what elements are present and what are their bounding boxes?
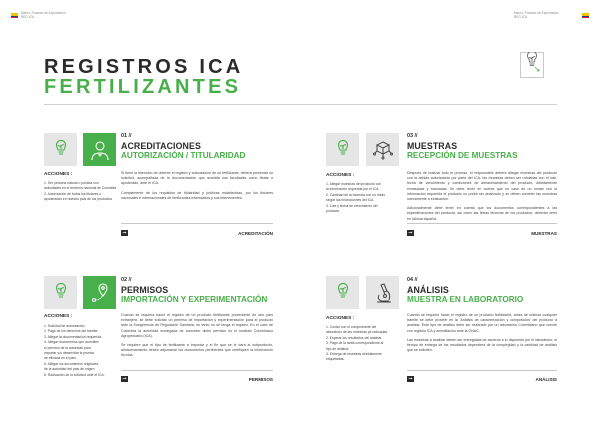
list-item: 4. Allegar documentos que acrediten xyxy=(44,340,100,345)
section-4-title: ANÁLISIS xyxy=(407,285,449,295)
list-item: 1. Allegar muestras del producto con xyxy=(326,182,382,186)
section-4-footer-line xyxy=(407,370,557,371)
location-pin-icon xyxy=(90,282,110,304)
body-paragraph: Cuando se requiere hacer el registro de un producto fertilizante, antes de realizar cualquier trámite se debe proveer en la 'Análisis de caracterización y composición' del producto a analizar. Este tipo de análisis debe ser realizado por un laboratorio Colombiano que cuente con registro ICA y acreditación ante la ONAC. xyxy=(407,313,557,333)
header-left-line2: REG ICA xyxy=(21,15,35,19)
list-item: tipo de análisis. xyxy=(326,346,350,351)
list-item: de eficacia en el país. xyxy=(44,356,77,361)
section-3-link[interactable]: MUESTRAS xyxy=(531,231,557,236)
section-1-icon-box xyxy=(44,133,77,166)
section-3-icon-box xyxy=(326,133,359,166)
list-item: 1. Ser persona natural o jurídica con xyxy=(44,181,99,185)
list-item: producto. xyxy=(326,209,341,214)
section-2-footer-line xyxy=(121,370,273,371)
section-2-acciones-label: ACCIONES : xyxy=(44,314,73,319)
list-item: 2. Autorización de todos los titulares o xyxy=(44,191,102,196)
body-paragraph: Si tiene la intención de obtener el registro y autorización de un fertilizante, deberá presentar su solicitud, acompañada de la documentación que acredita sus facultades como titular o apoderado, ante el ICA. xyxy=(121,171,273,186)
plant-bulb-icon xyxy=(333,282,353,304)
section-2-body xyxy=(121,313,273,363)
section-4-acciones-list xyxy=(326,325,388,363)
list-item: 1. Contar con el comprobante del xyxy=(326,325,377,329)
list-item: importar y/o desarrollar la prueba xyxy=(44,351,94,356)
section-3-number: 03 // xyxy=(407,133,418,139)
section-3-subtitle: RECEPCIÓN DE MUESTRAS xyxy=(407,151,518,160)
plant-bulb-icon xyxy=(51,282,71,304)
list-item: 3. Allegar la documentación requerida. xyxy=(44,334,102,339)
list-item: 5. Allegar los documentos originales xyxy=(44,361,99,366)
header-right-line2: REG ICA xyxy=(514,15,528,19)
plant-bulb-icon xyxy=(520,52,544,78)
page-subtitle: FERTILIZANTES xyxy=(44,76,242,98)
colombia-flag-icon xyxy=(11,13,18,18)
section-1-link[interactable]: ACREDITACIÓN xyxy=(238,231,273,236)
plant-bulb-icon xyxy=(51,139,71,161)
section-1-number: 01 // xyxy=(121,133,132,139)
section-2-acciones-list xyxy=(44,324,105,378)
list-item: 3. Pago de la tarifa correspondiente al xyxy=(326,341,384,346)
header-right xyxy=(514,11,558,19)
section-1-body xyxy=(121,171,273,205)
list-item: 2. Cantidad de la muestra con su rótulo xyxy=(326,192,386,197)
body-paragraph: Las muestras a analizar deben ser entregadas de acuerdo a lo dispuesto por el laboratorio; el tiempo de entrega de los resultados dependerá de la complejidad y la cantidad de análisis que se soliciten. xyxy=(407,337,557,353)
list-item: 3. Lote y fecha de vencimiento del xyxy=(326,203,378,208)
list-item: de la autoridad del país de origen. xyxy=(44,367,96,372)
section-3-acciones-label: ACCIONES : xyxy=(326,173,355,178)
list-item: 6. Radicación de la solicitud ante el ICA. xyxy=(44,372,105,377)
list-item: 2. Pago de los derechos del trámite. xyxy=(44,329,99,334)
section-3-box-box xyxy=(366,133,399,166)
section-2-subtitle: IMPORTACIÓN Y EXPERIMENTACIÓN xyxy=(121,295,268,304)
section-3-acciones-list xyxy=(326,182,385,214)
list-item: laboratorio de las muestras ya radicadas. xyxy=(326,330,389,335)
person-icon xyxy=(90,139,110,161)
list-item: actividades en el territorio nacional de Colombia xyxy=(44,186,117,191)
arrow-right-icon[interactable]: ➞ xyxy=(122,230,127,236)
list-item: 4. Entrega de muestras debidamente xyxy=(326,352,382,357)
section-2-number: 02 // xyxy=(121,277,132,283)
arrow-right-icon[interactable]: ➞ xyxy=(408,230,413,236)
header-right-line1: Marco, Proceso de Exportación xyxy=(514,11,559,15)
list-item: 2. Esperar los resultados del análisis. xyxy=(326,335,383,340)
box-network-icon xyxy=(373,139,393,161)
section-1-acciones-label: ACCIONES : xyxy=(44,172,73,177)
section-4-microscope-box xyxy=(366,276,399,309)
list-item: apoderados en nuestro país de los productos xyxy=(44,197,113,202)
section-4-link[interactable]: ANÁLISIS xyxy=(535,377,557,382)
page-title: REGISTROS ICA xyxy=(44,56,244,78)
section-4-subtitle: MUESTRA EN LABORATORIO xyxy=(407,295,524,304)
microscope-icon xyxy=(373,282,393,304)
body-paragraph: Cuando se requiera hacer el registro de un producto fertilizante proveniente de otro país extranjero, se debe solicitar un permiso de importación y experimentación para el producto ante la Subgerencia de Regulación Sanitaria, en tanto no se tenga el registro. En el caso de Colombia la autoridad encargada de conceder dicho permiso es el Instituto Colombiano Agropecuario (ICA). xyxy=(121,313,273,338)
section-4-icon-box xyxy=(326,276,359,309)
section-1-footer-line xyxy=(121,223,273,224)
section-4-number: 04 // xyxy=(407,277,418,283)
section-2-icon-box xyxy=(44,276,77,309)
body-paragraph: Adicionalmente debe tener en cuenta que los documentos correspondientes a las especificaciones del producto, así como las fichas técnicas de los productos, deberán venir en idioma español. xyxy=(407,206,557,221)
section-3-footer-line xyxy=(407,223,557,224)
body-paragraph: Complemente de los requisitos de titularidad y juridicas establecidas, por los titulares nacionales e internacionales de fertilizantes interesados y sus intervinientes. xyxy=(121,190,273,200)
arrow-right-icon[interactable]: ➞ xyxy=(122,376,127,382)
section-2-location-box xyxy=(83,276,116,309)
list-item: 1. Solicitud de autorización. xyxy=(44,324,86,328)
title-separator xyxy=(44,104,557,105)
section-2-link[interactable]: PERMISOS xyxy=(248,377,273,382)
section-1-title: ACREDITACIONES xyxy=(121,141,201,151)
section-1-person-box xyxy=(83,133,116,166)
list-item: según las instrucciones del ICA. xyxy=(326,198,375,203)
section-4-acciones-label: ACCIONES : xyxy=(326,316,355,321)
plant-bulb-icon xyxy=(333,139,353,161)
body-paragraph: Después de realizar todo el proceso, el responsable deberá allegar muestras del producto con la debida autorización por parte del ICA, las muestras deben ser rotuladas con el lote, fecha de vencimiento y condiciones de almacenamiento del producto, debidamente envasadas y marcadas. Se debe tener en cuenta que en caso de no contar con la información requerida el producto no podrá ser analizado y se deben someter las muestras nuevamente a evaluación. xyxy=(407,171,557,202)
list-item: etiquetadas. xyxy=(326,357,345,362)
arrow-right-icon[interactable]: ➞ xyxy=(408,376,413,382)
section-3-title: MUESTRAS xyxy=(407,141,458,151)
header-left xyxy=(21,11,65,19)
section-3-body xyxy=(407,171,557,226)
body-paragraph: Se requiere que el tipo de fertilizante a importar y el fin que se le dará al subproducto, almacenamiento deben adjuntarse los documentos pertinentes que certifiquen la información técnica. xyxy=(121,343,273,358)
section-4-body xyxy=(407,313,557,357)
header-left-line1: Marco, Proceso de Exportación xyxy=(21,11,66,15)
list-item: la información requerida por el ICA. xyxy=(326,187,380,192)
section-1-acciones-list xyxy=(44,181,116,203)
colombia-flag-icon xyxy=(582,13,589,18)
section-2-title: PERMISOS xyxy=(121,285,169,295)
section-1-subtitle: AUTORIZACIÓN / TITULARIDAD xyxy=(121,151,246,160)
list-item: el permiso de la autoridad para xyxy=(44,345,91,350)
